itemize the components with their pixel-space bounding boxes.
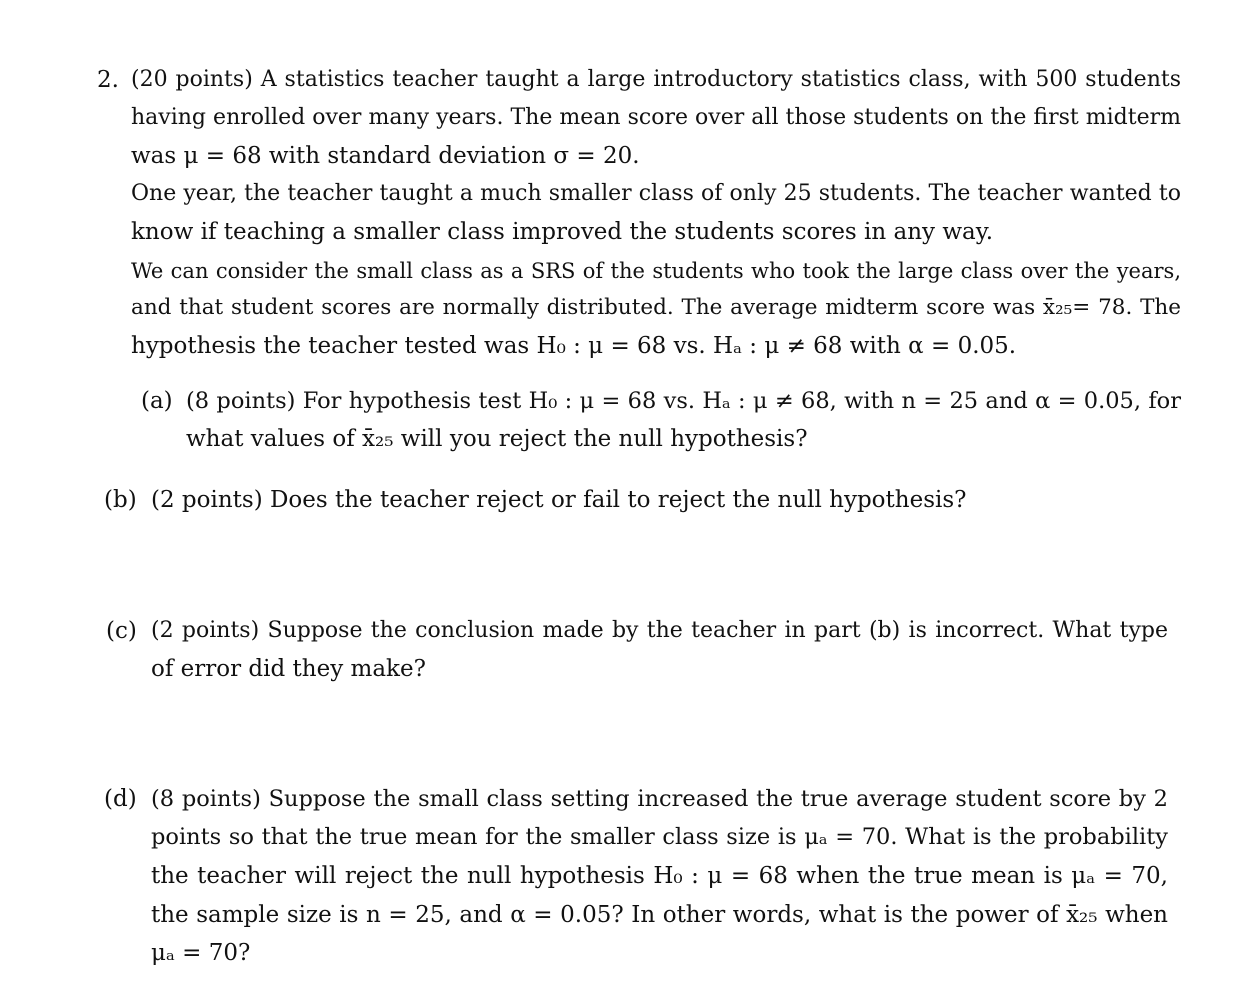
part-c-line-2: of error did they make?: [151, 656, 426, 682]
part-a-line-1: (8 points) For hypothesis test H₀ : μ = 68 vs. Hₐ : μ ≠ 68, with n = 25 and α = 0.05, for: [186, 388, 1181, 414]
question-text-line-8: hypothesis the teacher tested was H₀ : μ = 68 vs. Hₐ : μ ≠ 68 with α = 0.05.: [131, 333, 1017, 359]
part-a-line-2: what values of x̄₂₅ will you reject the null hypothesis?: [186, 426, 808, 452]
part-a-label: (a): [141, 388, 173, 414]
part-d-line-3: the teacher will reject the null hypothesis H₀ : μ = 68 when the true mean is μₐ = 70,: [151, 863, 1168, 889]
question-text-line-4: One year, the teacher taught a much smaller class of only 25 students. The teacher wanted to: [131, 181, 1181, 206]
question-text-line-5: know if teaching a smaller class improved the students scores in any way.: [131, 219, 994, 245]
part-d-label: (d): [104, 786, 137, 812]
question-text-line-1: (20 points) A statistics teacher taught a large introductory statistics class, with 500 students: [131, 67, 1181, 92]
question-text-line-3: was μ = 68 with standard deviation σ = 20.: [131, 143, 640, 169]
part-d-line-2: points so that the true mean for the smaller class size is μₐ = 70. What is the probability: [151, 824, 1168, 850]
part-b-line-1: (2 points) Does the teacher reject or fail to reject the null hypothesis?: [151, 487, 967, 513]
question-text-line-7: and that student scores are normally distributed. The average midterm score was x̄₂₅= 78. The: [131, 295, 1181, 320]
question-number: 2.: [97, 67, 119, 93]
part-b-label: (b): [104, 487, 137, 513]
question-text-line-2: having enrolled over many years. The mean score over all those students on the first midterm: [131, 105, 1181, 130]
part-d-line-1: (8 points) Suppose the small class setting increased the true average student score by 2: [151, 786, 1168, 812]
part-d-line-5: μₐ = 70?: [151, 940, 251, 966]
part-c-line-1: (2 points) Suppose the conclusion made by the teacher in part (b) is incorrect. What type: [151, 618, 1168, 643]
part-c-label: (c): [106, 618, 137, 644]
question-text-line-6: We can consider the small class as a SRS of the students who took the large class over the years,: [131, 259, 1181, 283]
part-d-line-4: the sample size is n = 25, and α = 0.05? In other words, what is the power of x̄₂₅ when: [151, 902, 1168, 928]
